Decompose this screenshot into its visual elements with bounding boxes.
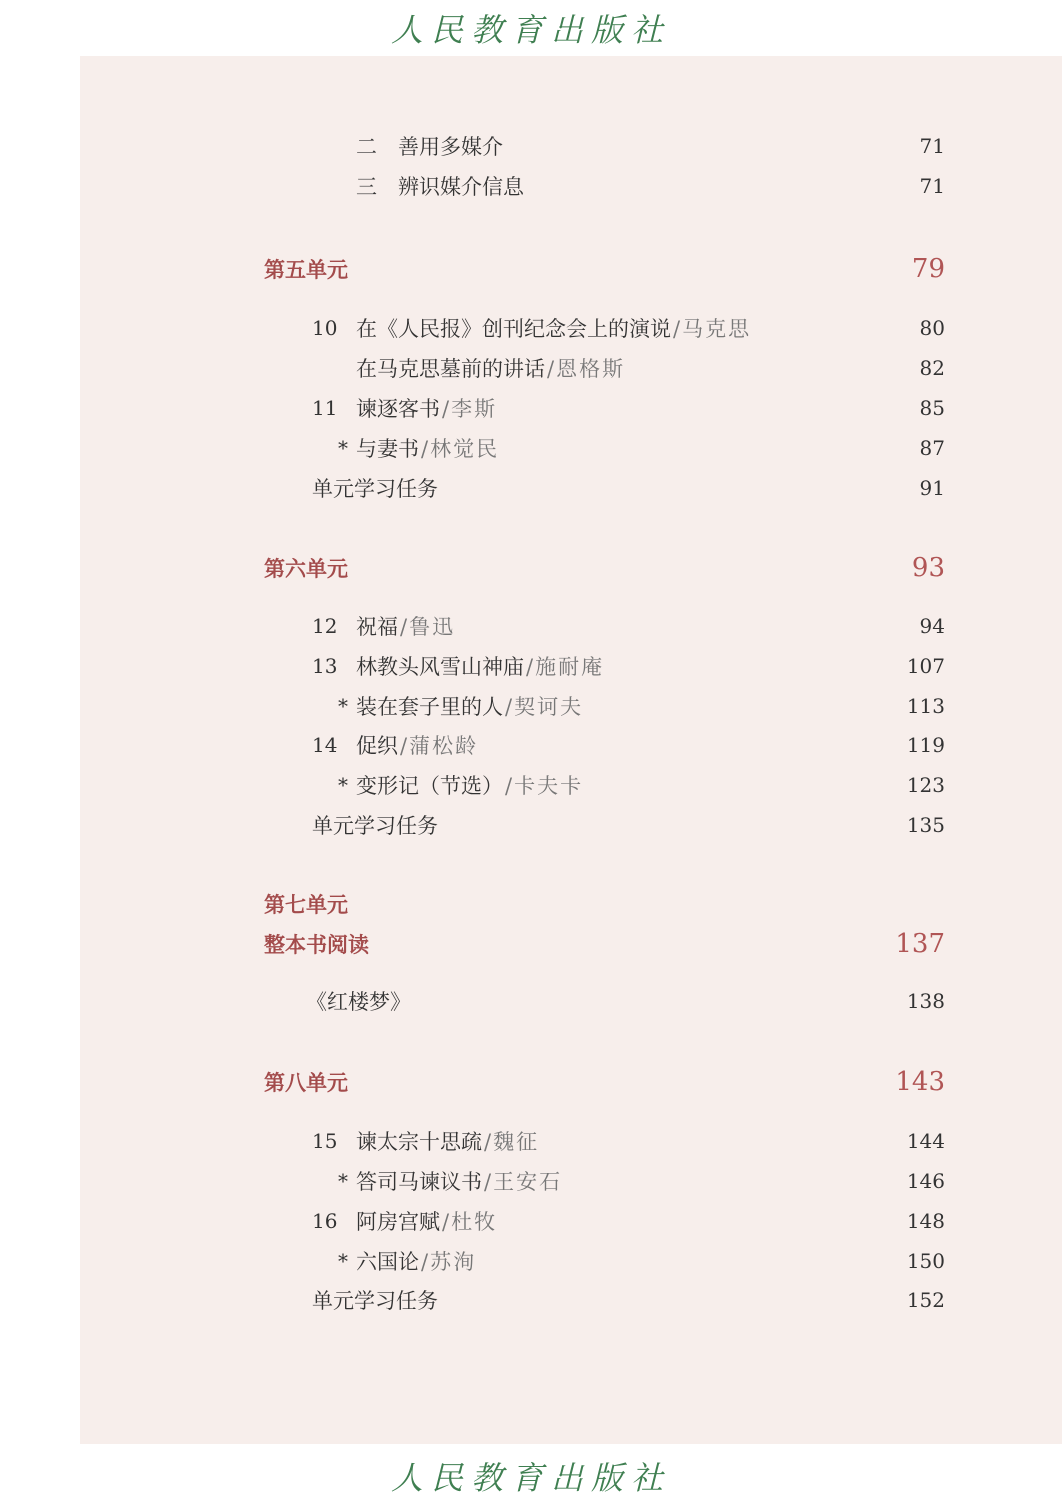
toc-entry[interactable] [80,1124,1062,1158]
entry-title: 单元学习任务 [312,477,438,501]
entry-author: 杜牧 [451,1210,498,1234]
entry-author: 卡夫卡 [514,774,584,798]
entry-author: 蒲松龄 [409,734,479,758]
entry-author: 施耐庵 [535,655,605,679]
toc-entry[interactable] [80,431,1062,465]
page-number: 146 [906,1169,945,1193]
toc-entry[interactable] [80,311,1062,345]
entry-author: 鲁迅 [409,615,456,639]
entry-title: 在《人民报》创刊纪念会上的演说/马克思 [356,317,752,341]
page-number: 119 [906,733,945,757]
entry-title: 在马克思墓前的讲话/恩格斯 [356,357,626,381]
page-number: 82 [919,356,945,380]
toc-entry[interactable] [80,984,1062,1018]
toc-entry[interactable] [80,649,1062,683]
page-number: 123 [906,773,945,797]
toc-entry[interactable] [80,609,1062,643]
lesson-number: 11 [312,396,338,420]
entry-title: 第六单元 [264,556,348,581]
lesson-number: 16 [312,1209,338,1233]
toc-unit-heading[interactable] [80,252,1062,286]
page-number: 87 [919,436,945,460]
entry-title: 三 辨识媒介信息 [356,175,524,199]
toc-page [80,56,1062,1444]
page-number: 144 [906,1129,945,1153]
page-number: 94 [919,614,945,638]
page-number: 148 [906,1209,945,1233]
entry-title: 林教头风雪山神庙/施耐庵 [356,655,605,679]
entry-title: 《红楼梦》 [306,990,411,1014]
lesson-number: 14 [312,733,338,757]
page-number: 71 [919,174,945,198]
page-number: 107 [906,654,945,678]
entry-title: 促织/蒲松龄 [356,734,479,758]
publisher-watermark-top: 人民教育出版社 [390,11,671,49]
page-number: 143 [895,1067,945,1097]
toc-entry[interactable] [80,471,1062,505]
toc-entry[interactable] [80,728,1062,762]
toc-entry[interactable] [80,1283,1062,1317]
toc-entry[interactable] [80,768,1062,802]
page-number: 80 [919,316,945,340]
entry-title: 整本书阅读 [264,932,369,957]
toc-unit-heading[interactable] [80,551,1062,585]
lesson-number: 10 [312,316,338,340]
entry-author: 李斯 [451,397,498,421]
entry-title: 第七单元 [264,892,348,917]
page-number: 113 [906,694,945,718]
entry-title: 与妻书/林觉民 [356,437,500,461]
toc-entry[interactable] [80,808,1062,842]
entry-title: 六国论/苏洵 [356,1250,477,1274]
lesson-number: 15 [312,1129,338,1153]
entry-author: 马克思 [682,317,752,341]
toc-entry[interactable] [80,1164,1062,1198]
toc-unit-heading[interactable] [80,887,1062,921]
toc-entry[interactable] [80,1204,1062,1238]
page-number: 150 [906,1249,945,1273]
toc-entry[interactable] [80,351,1062,385]
page-number: 91 [919,476,945,500]
entry-title: 谏太宗十思疏/魏征 [356,1130,540,1154]
self-study-marker: * [338,1249,348,1273]
self-study-marker: * [338,1169,348,1193]
lesson-number: 13 [312,654,338,678]
entry-title: 谏逐客书/李斯 [356,397,498,421]
toc-entry[interactable] [80,1244,1062,1278]
entry-author: 林觉民 [430,437,500,461]
entry-title: 祝福/鲁迅 [356,615,456,639]
toc-entry[interactable] [80,129,1062,163]
toc-entry[interactable] [80,689,1062,723]
entry-title: 单元学习任务 [312,814,438,838]
toc-unit-heading[interactable] [80,927,1062,961]
entry-title: 第五单元 [264,257,348,282]
page-number: 137 [895,929,945,959]
page-number: 71 [919,134,945,158]
entry-title: 阿房宫赋/杜牧 [356,1210,498,1234]
toc-entry[interactable] [80,169,1062,203]
entry-title: 单元学习任务 [312,1289,438,1313]
page-number: 135 [906,813,945,837]
page-number: 79 [911,254,945,284]
entry-title: 第八单元 [264,1070,348,1095]
lesson-number: 12 [312,614,338,638]
page-number: 93 [911,553,945,583]
toc-unit-heading[interactable] [80,1065,1062,1099]
page-number: 152 [906,1288,945,1312]
entry-author: 王安石 [493,1170,563,1194]
page-number: 138 [906,989,945,1013]
entry-author: 契诃夫 [514,695,584,719]
entry-title: 答司马谏议书/王安石 [356,1170,563,1194]
publisher-watermark-bottom: 人民教育出版社 [390,1459,671,1497]
entry-author: 恩格斯 [556,357,626,381]
self-study-marker: * [338,436,348,460]
page-number: 85 [919,396,945,420]
self-study-marker: * [338,694,348,718]
entry-title: 变形记（节选）/卡夫卡 [356,774,584,798]
entry-title: 装在套子里的人/契诃夫 [356,695,584,719]
entry-title: 二 善用多媒介 [356,135,503,159]
self-study-marker: * [338,773,348,797]
toc-entry[interactable] [80,391,1062,425]
entry-author: 魏征 [493,1130,540,1154]
entry-author: 苏洵 [430,1250,477,1274]
